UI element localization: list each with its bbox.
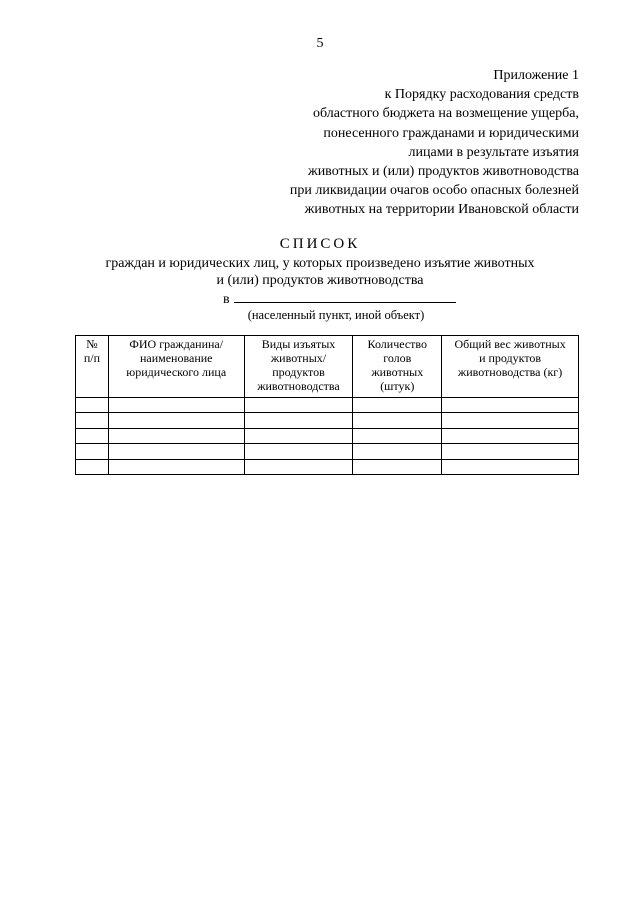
- table-row: [76, 459, 579, 474]
- page-number: 5: [316, 36, 324, 51]
- column-header-weight: [442, 336, 579, 398]
- column-header-line: Виды изъятых: [261, 337, 336, 351]
- table-cell[interactable]: [442, 398, 579, 413]
- table-cell[interactable]: [244, 413, 353, 428]
- table-cell[interactable]: [353, 459, 442, 474]
- table-cell[interactable]: [244, 444, 353, 459]
- table-cell[interactable]: [353, 428, 442, 443]
- table-row: [76, 428, 579, 443]
- column-header-count: [353, 336, 442, 398]
- appendix-line: к Порядку расходования средств: [384, 87, 579, 103]
- table-cell[interactable]: [76, 459, 109, 474]
- column-header-line: Количество: [367, 337, 428, 351]
- column-header-line: голов: [383, 351, 412, 365]
- column-header-line: Общий вес животных: [454, 337, 566, 351]
- table-cell[interactable]: [442, 444, 579, 459]
- table-cell[interactable]: [76, 444, 109, 459]
- table-cell[interactable]: [108, 398, 244, 413]
- column-header-name: [108, 336, 244, 398]
- place-field: [223, 290, 456, 308]
- table-cell[interactable]: [442, 459, 579, 474]
- table-row: [76, 398, 579, 413]
- table-cell[interactable]: [108, 428, 244, 443]
- table-cell[interactable]: [244, 459, 353, 474]
- column-header-line: (штук): [380, 379, 415, 393]
- place-prefix: в: [223, 292, 230, 307]
- column-header-line: ФИО гражданина/: [129, 337, 224, 351]
- table-cell[interactable]: [353, 398, 442, 413]
- appendix-block: [290, 66, 579, 220]
- appendix-line: при ликвидации очагов особо опасных болезней: [289, 183, 579, 199]
- place-hint: (населенный пункт, иной объект): [247, 308, 425, 322]
- table-cell[interactable]: [108, 413, 244, 428]
- table-cell[interactable]: [108, 444, 244, 459]
- list-subtitle: [0, 256, 640, 289]
- table-cell[interactable]: [76, 428, 109, 443]
- column-header-line: животноводства: [257, 379, 340, 393]
- list-subtitle-line: и (или) продуктов животноводства: [216, 272, 424, 288]
- items-table: [75, 335, 579, 475]
- table-header-row: [76, 336, 579, 398]
- column-header-line: юридического лица: [126, 365, 227, 379]
- column-header-num: [76, 336, 109, 398]
- column-header-line: животных: [371, 365, 424, 379]
- appendix-line: животных и (или) продуктов животноводства: [308, 164, 579, 180]
- column-header-line: №: [86, 337, 98, 351]
- list-subtitle-line: граждан и юридических лиц, у которых произведено изъятие животных: [105, 256, 535, 271]
- table-cell[interactable]: [108, 459, 244, 474]
- table-cell[interactable]: [244, 428, 353, 443]
- column-header-line: наименование: [139, 351, 213, 365]
- column-header-line: и продуктов: [479, 351, 542, 365]
- table-cell[interactable]: [76, 413, 109, 428]
- column-header-line: продуктов: [272, 365, 325, 379]
- table-row: [76, 413, 579, 428]
- table-cell[interactable]: [353, 413, 442, 428]
- column-header-kinds: [244, 336, 353, 398]
- table-cell[interactable]: [442, 413, 579, 428]
- column-header-line: животных/: [270, 351, 327, 365]
- column-header-line: животноводства (кг): [457, 365, 563, 379]
- column-header-line: п/п: [83, 351, 101, 365]
- place-input-line[interactable]: [234, 290, 456, 303]
- table-cell[interactable]: [442, 428, 579, 443]
- list-title: СПИСОК: [279, 236, 361, 252]
- appendix-line: понесенного гражданами и юридическими: [323, 125, 579, 141]
- appendix-line: областного бюджета на возмещение ущерба,: [312, 106, 579, 122]
- table-cell[interactable]: [244, 398, 353, 413]
- appendix-line: Приложение 1: [493, 68, 579, 83]
- appendix-line: животных на территории Ивановской области: [304, 202, 579, 218]
- table-cell[interactable]: [76, 398, 109, 413]
- table-row: [76, 444, 579, 459]
- appendix-line: лицами в результате изъятия: [408, 144, 579, 160]
- table-cell[interactable]: [353, 444, 442, 459]
